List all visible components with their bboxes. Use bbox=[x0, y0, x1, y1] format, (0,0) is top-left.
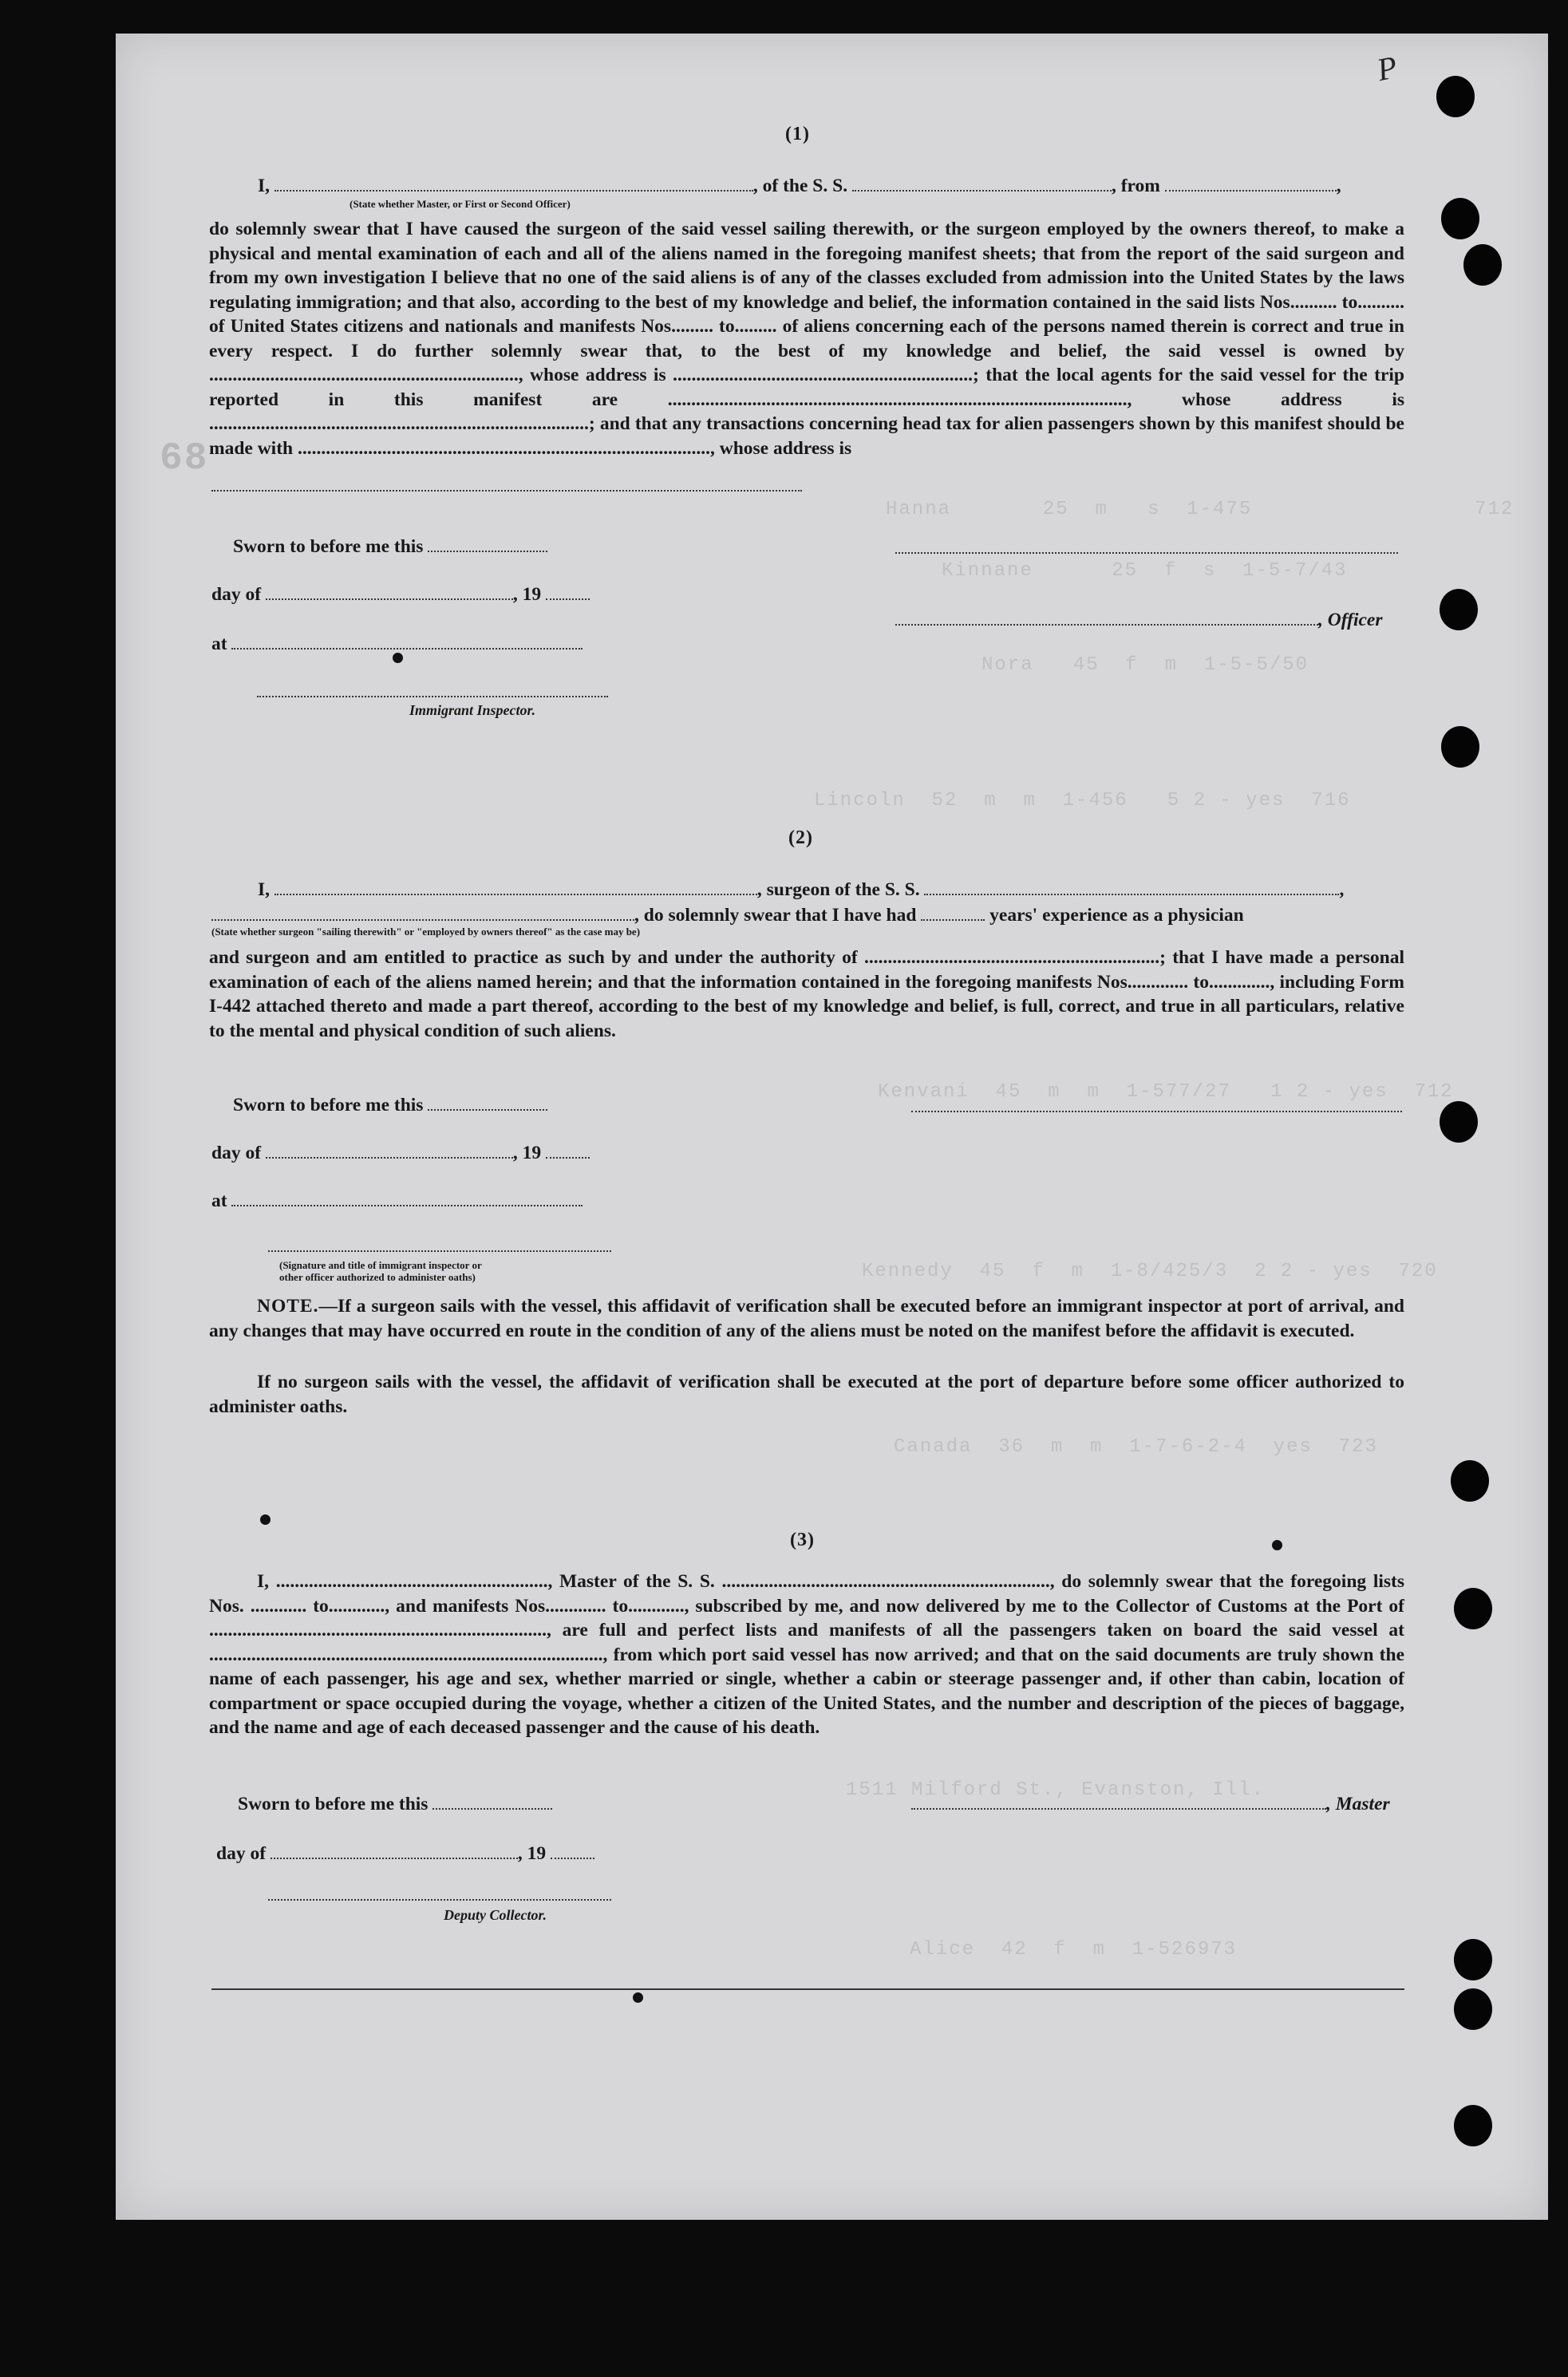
year-label: , 19 bbox=[512, 584, 542, 605]
sworn-label: Sworn to before me this bbox=[233, 1095, 424, 1115]
affidavit-1-number: (1) bbox=[785, 124, 810, 144]
of-the-ss-label: , of the S. S. bbox=[752, 176, 848, 196]
master-signature-field[interactable] bbox=[911, 1792, 1326, 1810]
sworn-day-field[interactable] bbox=[428, 535, 547, 552]
officer-signature-field[interactable] bbox=[895, 608, 1318, 626]
officer-signature-line bbox=[895, 608, 1382, 631]
officer-signature-line-top[interactable] bbox=[895, 552, 1398, 554]
affidavit-2-number: (2) bbox=[788, 827, 813, 848]
bleed-through-text: Alice 42 f m 1-526973 bbox=[910, 1939, 1238, 1960]
binder-hole bbox=[1440, 1101, 1478, 1143]
at-place-field[interactable] bbox=[231, 632, 583, 650]
day-of-label: day of bbox=[216, 1843, 267, 1864]
sworn-day-field[interactable] bbox=[428, 1093, 547, 1111]
bleed-through-text: Nora 45 f m 1-5-5/50 bbox=[981, 654, 1309, 676]
affidavit-3-sworn-line bbox=[238, 1792, 552, 1815]
note-paragraph-2: If no surgeon sails with the vessel, the affidavit of verification shall be executed at the port of departure before some officer authorized to administer oaths. bbox=[209, 1372, 1404, 1417]
note-paragraph bbox=[209, 1294, 1404, 1343]
bleed-through-text: Hanna 25 m s 1-475 712 bbox=[886, 499, 1515, 520]
sworn-day-field[interactable] bbox=[432, 1792, 552, 1810]
affidavit-1-i: I, bbox=[258, 176, 271, 196]
binder-hole bbox=[1463, 244, 1502, 286]
from-port-field[interactable] bbox=[1165, 174, 1337, 192]
affidavit-2-header-line: I, , surgeon of the S. S. , bbox=[258, 879, 1345, 900]
binder-hole bbox=[1454, 1588, 1492, 1629]
ship-name-field[interactable] bbox=[852, 174, 1112, 192]
affidavit-3-body: I, .........................................................., Master of the S. S. ......................................................................, do solemnly swear that the foregoing lists Nos. ............ to............, and manifests Nos............. to............, subscribed by me, and now delivered by me to the Collector of Customs at the Port of ........................................................................, are full and perfect lists and manifests of all the passengers taken on board the said vessel at ...................................................................................., from which port said vessel has now arrived; and that on the said documents are truly shown the name of each passenger, his age and sex, whether married or single, whether a cabin or steerage passenger and, if other than cabin, location of compartment or space occupied during the voyage, whether a citizen of the United States, and the number and description of the pieces of baggage, and the name and age of each deceased passenger and the cause of his death. bbox=[209, 1571, 1404, 1738]
affidavit-1-at-line bbox=[211, 632, 583, 655]
binder-hole bbox=[1454, 1939, 1492, 1980]
surgeon-signature-line[interactable] bbox=[911, 1111, 1402, 1112]
binder-hole bbox=[1454, 2105, 1492, 2146]
master-signature-line bbox=[911, 1792, 1390, 1815]
affidavit-1-state-note: (State whether Master, or First or Second Officer) bbox=[350, 198, 571, 210]
day-of-label: day of bbox=[211, 1143, 262, 1163]
affidavit-3-day-line bbox=[216, 1842, 594, 1865]
corner-mark: P bbox=[1373, 48, 1400, 89]
bleed-through-text: Kennedy 45 f m 1-8/425/3 2 2 - yes 720 bbox=[862, 1261, 1438, 1282]
day-of-label: day of bbox=[211, 584, 262, 605]
officer-title-field[interactable] bbox=[274, 174, 753, 192]
affidavit-3-number: (3) bbox=[790, 1530, 815, 1550]
sig-note-1: (Signature and title of immigrant inspector or bbox=[279, 1259, 482, 1271]
collector-signature-line[interactable] bbox=[268, 1899, 611, 1901]
month-field[interactable] bbox=[266, 1141, 513, 1159]
affidavit-2-at-line bbox=[211, 1189, 583, 1212]
master-label: , Master bbox=[1326, 1794, 1390, 1814]
month-field[interactable] bbox=[271, 1842, 518, 1859]
year-label: , 19 bbox=[512, 1143, 542, 1163]
binder-hole bbox=[1440, 589, 1478, 630]
sig-note-2: other officer authorized to administer oaths) bbox=[279, 1271, 476, 1283]
affidavit-2-day-line bbox=[211, 1141, 590, 1164]
ink-dot bbox=[260, 1514, 271, 1525]
bleed-through-text: Kinnane 25 f s 1-5-7/43 bbox=[942, 560, 1348, 582]
surgeon-status-field[interactable] bbox=[211, 903, 634, 921]
years-experience-field[interactable] bbox=[921, 903, 985, 921]
year-field[interactable] bbox=[546, 582, 590, 600]
bleed-through-text: 1511 Milford St., Evanston, Ill. bbox=[846, 1779, 1265, 1801]
ink-dot bbox=[633, 1992, 643, 2003]
binder-hole bbox=[1454, 1988, 1492, 2030]
deputy-collector-label: Deputy Collector. bbox=[444, 1907, 547, 1923]
at-place-field[interactable] bbox=[231, 1189, 583, 1206]
affidavit-2-state-note: (State whether surgeon "sailing therewith" or "employed by owners thereof" as the case may be) bbox=[211, 926, 641, 938]
do-solemnly-label: , do solemnly swear that I have had bbox=[634, 905, 917, 926]
month-field[interactable] bbox=[266, 582, 513, 600]
surgeon-ship-field[interactable] bbox=[924, 878, 1339, 895]
immigrant-inspector-label: Immigrant Inspector. bbox=[409, 702, 536, 718]
bleed-through-number: 68 bbox=[160, 437, 209, 480]
surgeon-of-label: , surgeon of the S. S. bbox=[756, 879, 920, 900]
note-title: NOTE. bbox=[257, 1296, 319, 1317]
surgeon-name-field[interactable] bbox=[274, 878, 757, 895]
binder-hole bbox=[1451, 1460, 1489, 1502]
sworn-label: Sworn to before me this bbox=[238, 1794, 429, 1814]
affidavit-2-body: and surgeon and am entitled to practice as such by and under the authority of ...............................................................; that I have made a personal examination of each of the aliens named herein; and that the information contained in the foregoing manifests Nos............. to............., including Form I-442 attached thereto and made a part thereof, according to the best of my knowledge and belief, is full, correct, and true in all particulars, relative to the mental and physical condition of such aliens. bbox=[209, 947, 1404, 1041]
year-field[interactable] bbox=[551, 1842, 594, 1859]
year-label: , 19 bbox=[517, 1843, 547, 1864]
affidavit-1-day-line bbox=[211, 582, 590, 606]
at-label: at bbox=[211, 1190, 227, 1211]
inspector-signature-line[interactable] bbox=[257, 696, 608, 697]
from-label: , from bbox=[1111, 176, 1160, 196]
authorized-officer-signature-line[interactable] bbox=[268, 1250, 611, 1252]
affidavit-1-sworn-line bbox=[233, 535, 547, 558]
ink-dot bbox=[1272, 1540, 1282, 1550]
binder-hole bbox=[1436, 76, 1475, 117]
affidavit-1-header-line: I, , of the S. S. , from , bbox=[258, 176, 1341, 196]
affidavit-2-i: I, bbox=[258, 879, 271, 900]
years-experience-label: years' experience as a physician bbox=[989, 905, 1244, 926]
binder-hole bbox=[1441, 726, 1479, 768]
year-field[interactable] bbox=[546, 1141, 590, 1159]
bleed-through-text: Lincoln 52 m m 1-456 5 2 - yes 716 bbox=[814, 790, 1351, 811]
binder-hole bbox=[1441, 198, 1479, 239]
officer-label: , Officer bbox=[1318, 610, 1383, 630]
bleed-through-text: Kenvani 45 m m 1-577/27 1 2 - yes 712 bbox=[878, 1081, 1454, 1103]
affidavit-1-body: do solemnly swear that I have caused the surgeon of the said vessel sailing therewith, or the surgeon employed by the owners thereof, to make a physical and mental examination of each and all of the aliens named in the foregoing manifest sheets; that from the report of the said surgeon and from my own investigation I believe that no one of the said aliens is of any of the classes excluded from admission into the United States by the laws regulating immigration; and that also, according to the best of my knowledge and belief, the information contained in the said lists Nos.......... to.......... of United States citizens and nationals and manifests Nos......... to......... of aliens concerning each of the persons named therein is correct and true in every respect. I do further solemnly swear that, to the best of my knowledge and belief, the said vessel is owned by .................................................................., whose address is ................................................................; that the local agents for the said vessel for the trip reported in this manifest are .................................................................................................., whose address is .................................................................................; and that any transactions concerning head tax for alien passengers shown by this manifest should be made with ........................................................................................, whose address is bbox=[209, 219, 1404, 459]
affidavit-2-years-line bbox=[211, 903, 1244, 926]
bleed-through-text: Canada 36 m m 1-7-6-2-4 yes 723 bbox=[894, 1436, 1378, 1458]
bottom-rule bbox=[211, 1988, 1404, 1990]
at-label: at bbox=[211, 634, 227, 654]
note-body: —If a surgeon sails with the vessel, this affidavit of verification shall be executed before an immigrant inspector at port of arrival, and any changes that may have occurred en route in the condition of any of the aliens must be noted on the manifest before the affidavit is executed. bbox=[209, 1296, 1404, 1341]
affidavit-2-sworn-line bbox=[233, 1093, 547, 1116]
address-continuation-line[interactable] bbox=[211, 490, 802, 492]
sworn-label: Sworn to before me this bbox=[233, 536, 424, 557]
